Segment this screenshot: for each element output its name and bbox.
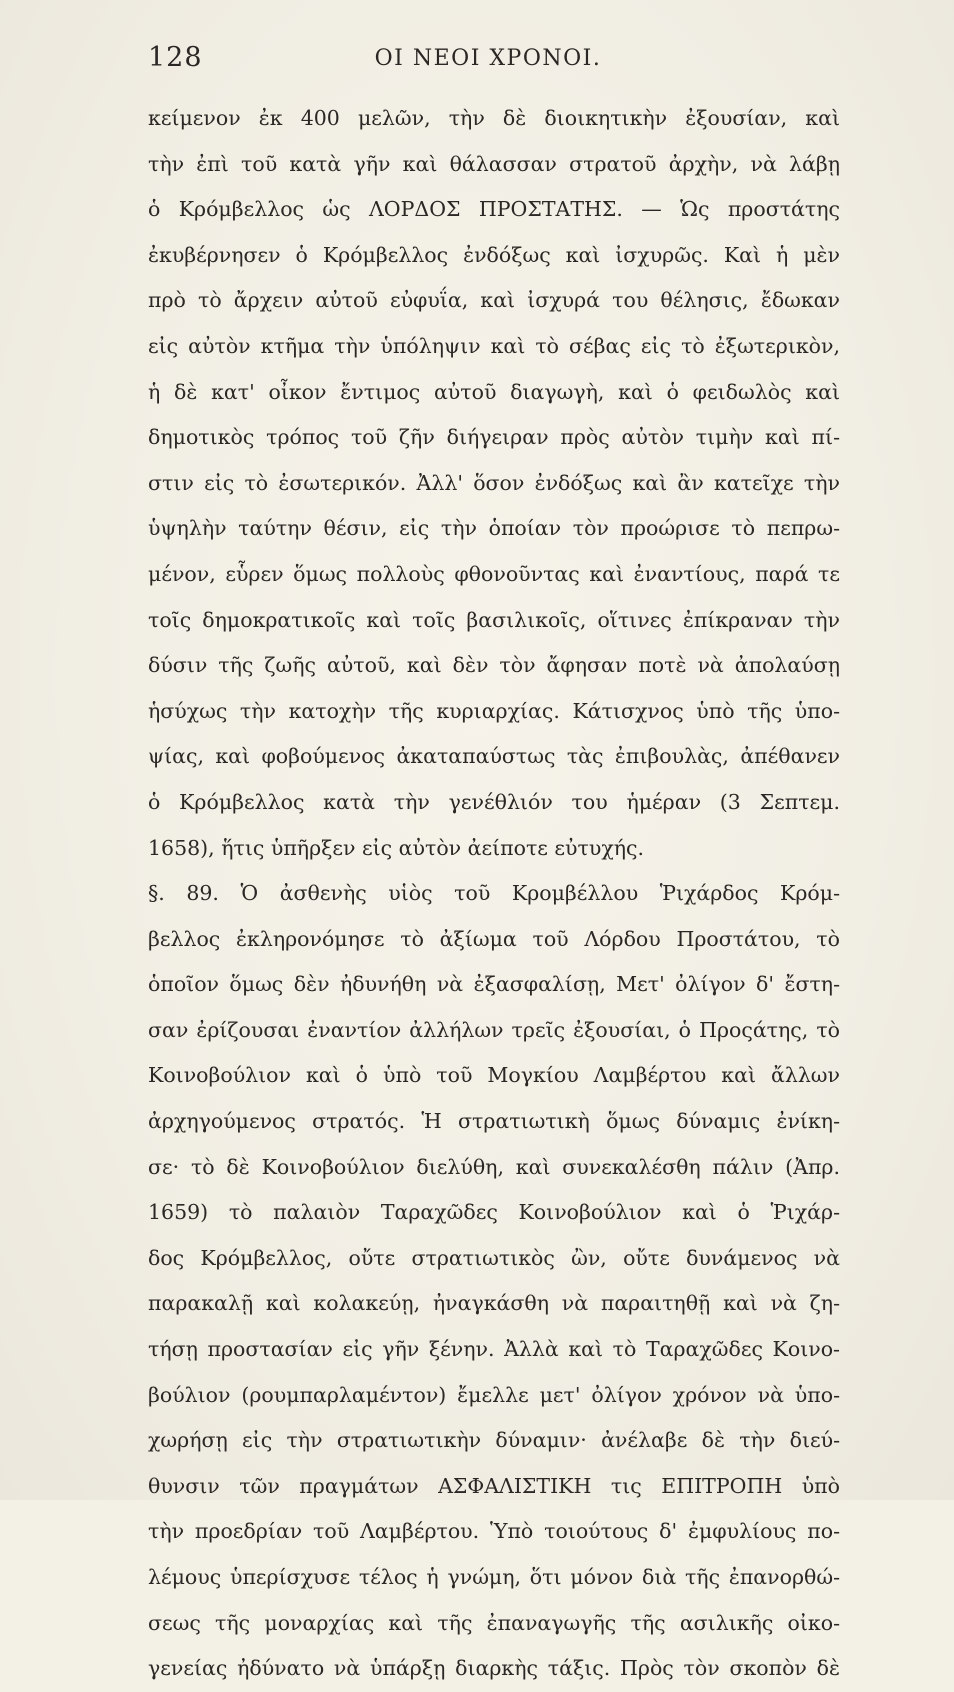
text-line: ὁ Κρόμβελλος κατὰ τὴν γενέθλιόν του ἡμέραν (3 Σεπτεμ. — [148, 789, 840, 814]
text-line: ἡσύχως τὴν κατοχὴν τῆς κυριαρχίας. Κάτισχνος ὑπὸ τῆς ὑπο- — [148, 698, 840, 723]
text-line: λέμους ὑπερίσχυσε τέλος ἡ γνώμη, ὅτι μόνον διὰ τῆς ἐπανορθώ- — [148, 1565, 840, 1589]
text-line: δύσιν τῆς ζωῆς αὐτοῦ, καὶ δὲν τὸν ἄφησαν ποτὲ νὰ ἀπολαύσῃ — [148, 653, 840, 678]
text-line: βελλος ἐκληρονόμησε τὸ ἀξίωμα τοῦ Λόρδου Προστάτου, τὸ — [148, 926, 840, 951]
text-line: τὴν προεδρίαν τοῦ Λαμβέρτου. Ὑπὸ τοιούτους δ' ἐμφυλίους πο- — [148, 1519, 840, 1544]
running-title: ΟΙ ΝΕΟΙ ΧΡΟΝΟΙ. — [374, 46, 602, 71]
text-line: χωρήσῃ εἰς τὴν στρατιωτικὴν δύναμιν· ἀνέλαβε δὲ τὴν διεύ- — [148, 1428, 840, 1453]
text-line: στιν εἰς τὸ ἐσωτερικόν. Ἀλλ' ὅσον ἐνδόξως καὶ ἂν κατεῖχε τὴν — [148, 470, 840, 495]
text-line: βούλιον (ρουμπαρλαμέντον) ἔμελλε μετ' ὀλίγον χρόνον νὰ ὑπο- — [148, 1382, 840, 1407]
text-line: εἰς αὐτὸν κτῆμα τὴν ὑπόληψιν καὶ τὸ σέβας εἰς τὸ ἐξωτερικὸν, — [148, 333, 840, 358]
text-line: γενείας ἠδύνατο νὰ ὑπάρξῃ διαρκὴς τάξις. Πρὸς τὸν σκοπὸν δὲ — [148, 1656, 840, 1681]
text-line: ἐκυβέρνησεν ὁ Κρόμβελλος ἐνδόξως καὶ ἰσχυρῶς. Καὶ ἡ μὲν — [148, 242, 840, 267]
page-number: 128 — [148, 42, 203, 73]
text-line: τήσῃ προστασίαν εἰς γῆν ξένην. Ἀλλὰ καὶ τὸ Ταραχῶδες Κοινο- — [148, 1337, 840, 1362]
text-line: σε· τὸ δὲ Κοινοβούλιον διελύθη, καὶ συνεκαλέσθη πάλιν (Ἀπρ. — [148, 1154, 840, 1179]
text-line: μένον, εὗρεν ὅμως πολλοὺς φθονοῦντας καὶ ἐναντίους, παρά τε — [148, 561, 840, 586]
text-line: δημοτικὸς τρόπος τοῦ ζῆν διήγειραν πρὸς αὐτὸν τιμὴν καὶ πί- — [148, 425, 840, 450]
text-line: ὁ Κρόμβελλος ὡς ΛΟΡΔΟΣ ΠΡΟΣΤΑΤΗΣ. — Ὡς προστάτης — [148, 197, 840, 222]
page-header — [148, 38, 828, 78]
text-line: σαν ἐρίζουσαι ἐναντίον ἀλλήλων τρεῖς ἐξουσίαι, ὁ Προςάτης, τὸ — [148, 1017, 840, 1042]
text-line: παρακαλῇ καὶ κολακεύῃ, ἠναγκάσθη νὰ παραιτηθῇ καὶ νὰ ζη- — [148, 1291, 840, 1316]
text-line: 1659) τὸ παλαιὸν Ταραχῶδες Κοινοβούλιον καὶ ὁ Ῥιχάρ- — [148, 1200, 840, 1225]
section-heading-line: §. 89. Ὁ ἀσθενὴς υἱὸς τοῦ Κρομβέλλου Ῥιχάρδος Κρόμ- — [148, 881, 840, 906]
text-line: δος Κρόμβελλος, οὔτε στρατιωτικὸς ὢν, οὔτε δυνάμενος νὰ — [148, 1245, 840, 1270]
text-line: θυνσιν τῶν πραγμάτων ΑΣΦΑΛΙΣΤΙΚΗ τις ΕΠΙΤΡΟΠΗ ὑπὸ — [148, 1473, 840, 1498]
body-text — [148, 96, 840, 1692]
text-line: σεως τῆς μοναρχίας καὶ τῆς ἐπαναγωγῆς τῆς ασιλικῆς οἰκο- — [148, 1610, 840, 1635]
text-line: τὴν ἐπὶ τοῦ κατὰ γῆν καὶ θάλασσαν στρατοῦ ἀρχὴν, νὰ λάβῃ — [148, 151, 840, 176]
text-line: ὑψηλὴν ταύτην θέσιν, εἰς τὴν ὁποίαν τὸν προώρισε τὸ πεπρω- — [148, 516, 840, 541]
text-line: 1658), ἥτις ὑπῆρξεν εἰς αὐτὸν ἀείποτε εὐτυχής. — [148, 835, 645, 860]
text-line: ὁποῖον ὅμως δὲν ἠδυνήθη νὰ ἐξασφαλίσῃ, Μετ' ὀλίγον δ' ἔστη- — [148, 972, 840, 997]
text-line: ψίας, καὶ φοβούμενος ἀκαταπαύστως τὰς ἐπιβουλὰς, ἀπέθανεν — [148, 744, 840, 769]
text-line: πρὸ τὸ ἄρχειν αὐτοῦ εὐφυΐα, καὶ ἰσχυρά του θέλησις, ἔδωκαν — [148, 288, 840, 313]
text-line: Κοινοβούλιον καὶ ὁ ὑπὸ τοῦ Μογκίου Λαμβέρτου καὶ ἄλλων — [148, 1063, 840, 1088]
text-line: ἡ δὲ κατ' οἶκον ἔντιμος αὐτοῦ διαγωγὴ, καὶ ὁ φειδωλὸς καὶ — [148, 379, 840, 404]
text-line: κείμενον ἐκ 400 μελῶν, τὴν δὲ διοικητικὴν ἐξουσίαν, καὶ — [148, 106, 840, 130]
text-line: ἀρχηγούμενος στρατός. Ἡ στρατιωτικὴ ὅμως δύναμις ἐνίκη- — [148, 1109, 840, 1134]
text-line: τοῖς δημοκρατικοῖς καὶ τοῖς βασιλικοῖς, οἵτινες ἐπίκραναν τὴν — [148, 607, 840, 632]
